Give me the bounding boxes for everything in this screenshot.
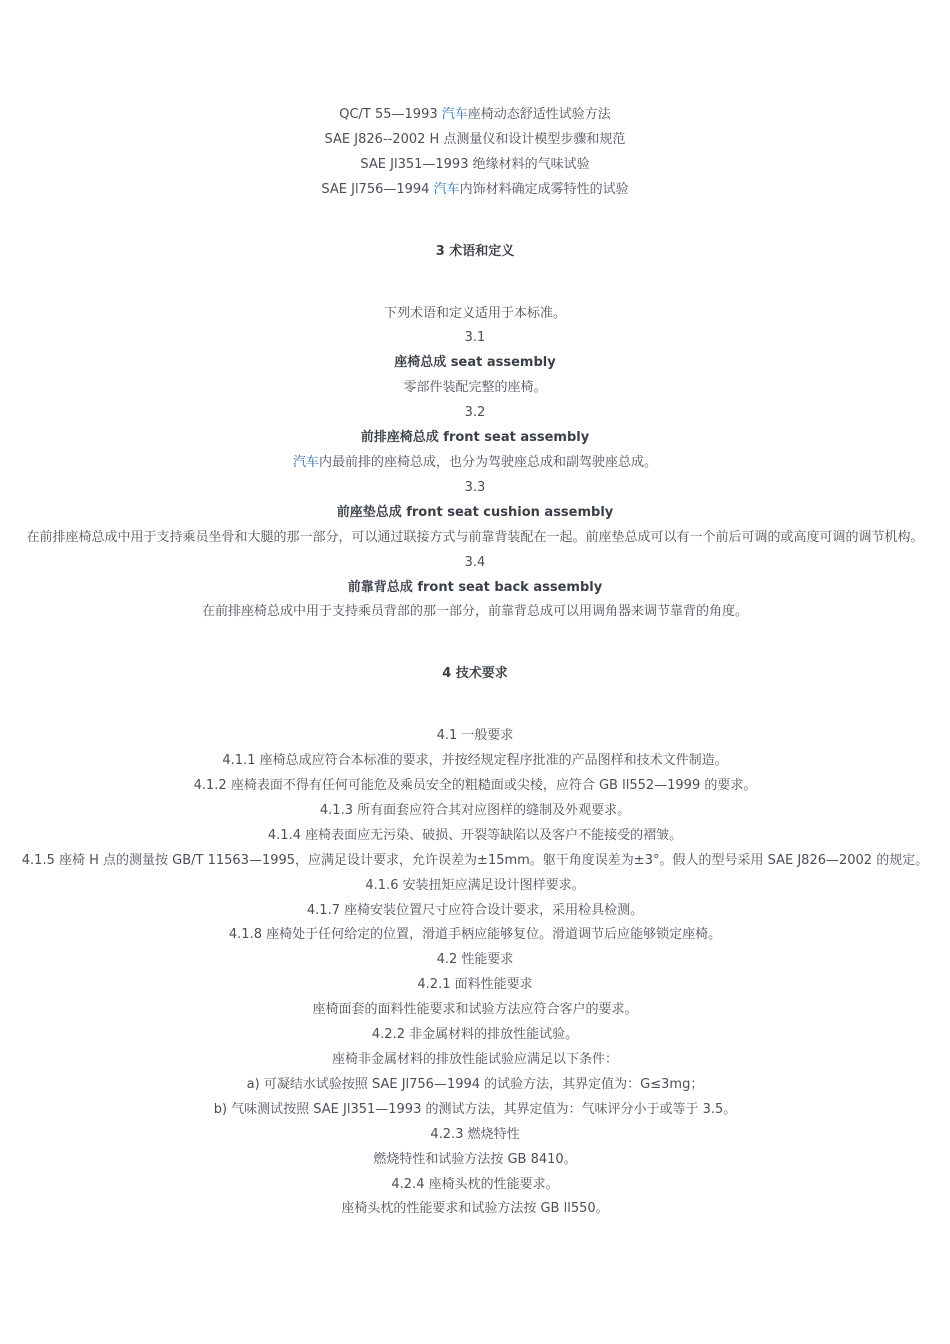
term-definition: 在前排座椅总成中用于支持乘员坐骨和大腿的那一部分，可以通过联接方式与前靠背装配在一起。前座垫总成可以有一个前后可调的或高度可调的调节机构。 (26, 529, 924, 545)
term-number: 3.1 (464, 330, 486, 346)
spacer (20, 625, 930, 649)
link-qiche[interactable]: 汽车 (433, 181, 460, 197)
clause-line: 4.1.1 座椅总成应符合本标准的要求，并按经规定程序批准的产品图样和技术文件制造。 (222, 753, 728, 769)
clause-line: 4.1.4 座椅表面应无污染、破损、开裂等缺陷以及客户不能接受的褶皱。 (267, 827, 683, 843)
clause-line: 座椅非金属材料的排放性能试验应满足以下条件： (331, 1052, 618, 1067)
term-definition: 在前排座椅总成中用于支持乘员背部的那一部分，前靠背总成可以用调角器来调节靠背的角度。 (201, 604, 748, 620)
term-definition: 汽车内最前排的座椅总成，也分为驾驶座总成和副驾驶座总成。 (292, 454, 658, 470)
term-number: 3.4 (464, 554, 486, 570)
clause-line: 4.2.4 座椅头枕的性能要求。 (391, 1176, 559, 1192)
clause-line: 4.1.3 所有面套应符合其对应图样的缝制及外观要求。 (319, 802, 631, 818)
clause-line: 4.1 一般要求 (436, 728, 514, 744)
clause-line: b) 气味测试按照 SAE Jl351—1993 的测试方法，其界定值为：气味评分小于或等于 3.5。 (213, 1101, 737, 1117)
term-number: 3.2 (464, 405, 486, 421)
reference-line: SAE J826--2002 H 点测量仪和设计模型步骤和规范 (324, 131, 626, 147)
reference-line: SAE Jl756—1994 汽车内饰材料确定成雾特性的试验 (321, 181, 629, 197)
reference-line: SAE Jl351—1993 绝缘材料的气味试验 (360, 156, 590, 172)
reference-line: QC/T 55—1993 汽车座椅动态舒适性试验方法 (339, 107, 611, 122)
spacer (20, 700, 930, 724)
clause-line: 4.1.6 安装扭矩应满足设计图样要求。 (365, 877, 585, 893)
link-qiche[interactable]: 汽车 (292, 454, 319, 470)
section-3-intro: 下列术语和定义适用于本标准。 (383, 305, 566, 321)
section-3-title: 3 术语和定义 (435, 243, 515, 259)
clause-line: 4.1.2 座椅表面不得有任何可能危及乘员安全的粗糙面或尖棱，应符合 GB ll552—1999 的要求。 (193, 778, 757, 794)
term-heading: 前靠背总成 front seat back assembly (347, 579, 603, 595)
document-content (20, 103, 930, 1222)
clause-line: 燃烧特性和试验方法按 GB 8410。 (373, 1151, 577, 1167)
spacer (20, 203, 930, 227)
link-qiche[interactable]: 汽车 (441, 107, 468, 122)
term-number: 3.3 (464, 479, 486, 495)
term-definition: 零部件装配完整的座椅。 (403, 380, 547, 396)
clause-line: a) 可凝结水试验按照 SAE Jl756—1994 的试验方法，其界定值为：G≤3mg； (246, 1076, 704, 1092)
clause-line: 4.1.7 座椅安装位置尺寸应符合设计要求，采用检具检测。 (306, 902, 644, 918)
term-heading: 前座垫总成 front seat cushion assembly (336, 504, 614, 520)
clause-line: 座椅面套的面料性能要求和试验方法应符合客户的要求。 (312, 1002, 638, 1018)
clause-line: 座椅头枕的性能要求和试验方法按 GB ll550。 (341, 1201, 609, 1217)
term-heading: 座椅总成 seat assembly (394, 355, 556, 371)
clause-line: 4.2.2 非金属材料的排放性能试验。 (371, 1027, 579, 1043)
clause-line: 4.2.3 燃烧特性 (430, 1126, 520, 1142)
section-4-title: 4 技术要求 (442, 666, 508, 682)
clause-line: 4.2.1 面料性能要求 (417, 977, 533, 993)
clause-line: 4.1.5 座椅 H 点的测量按 GB/T 11563—1995，应满足设计要求，允许误差为±15mm。躯干角度误差为±3°。假人的型号采用 SAE J826—2002 的规定。 (21, 852, 929, 868)
spacer (20, 278, 930, 302)
term-heading: 前排座椅总成 front seat assembly (360, 430, 590, 446)
clause-line: 4.2 性能要求 (436, 952, 514, 968)
clause-line: 4.1.8 座椅处于任何给定的位置，滑道手柄应能够复位。滑道调节后应能够锁定座椅。 (228, 927, 722, 943)
